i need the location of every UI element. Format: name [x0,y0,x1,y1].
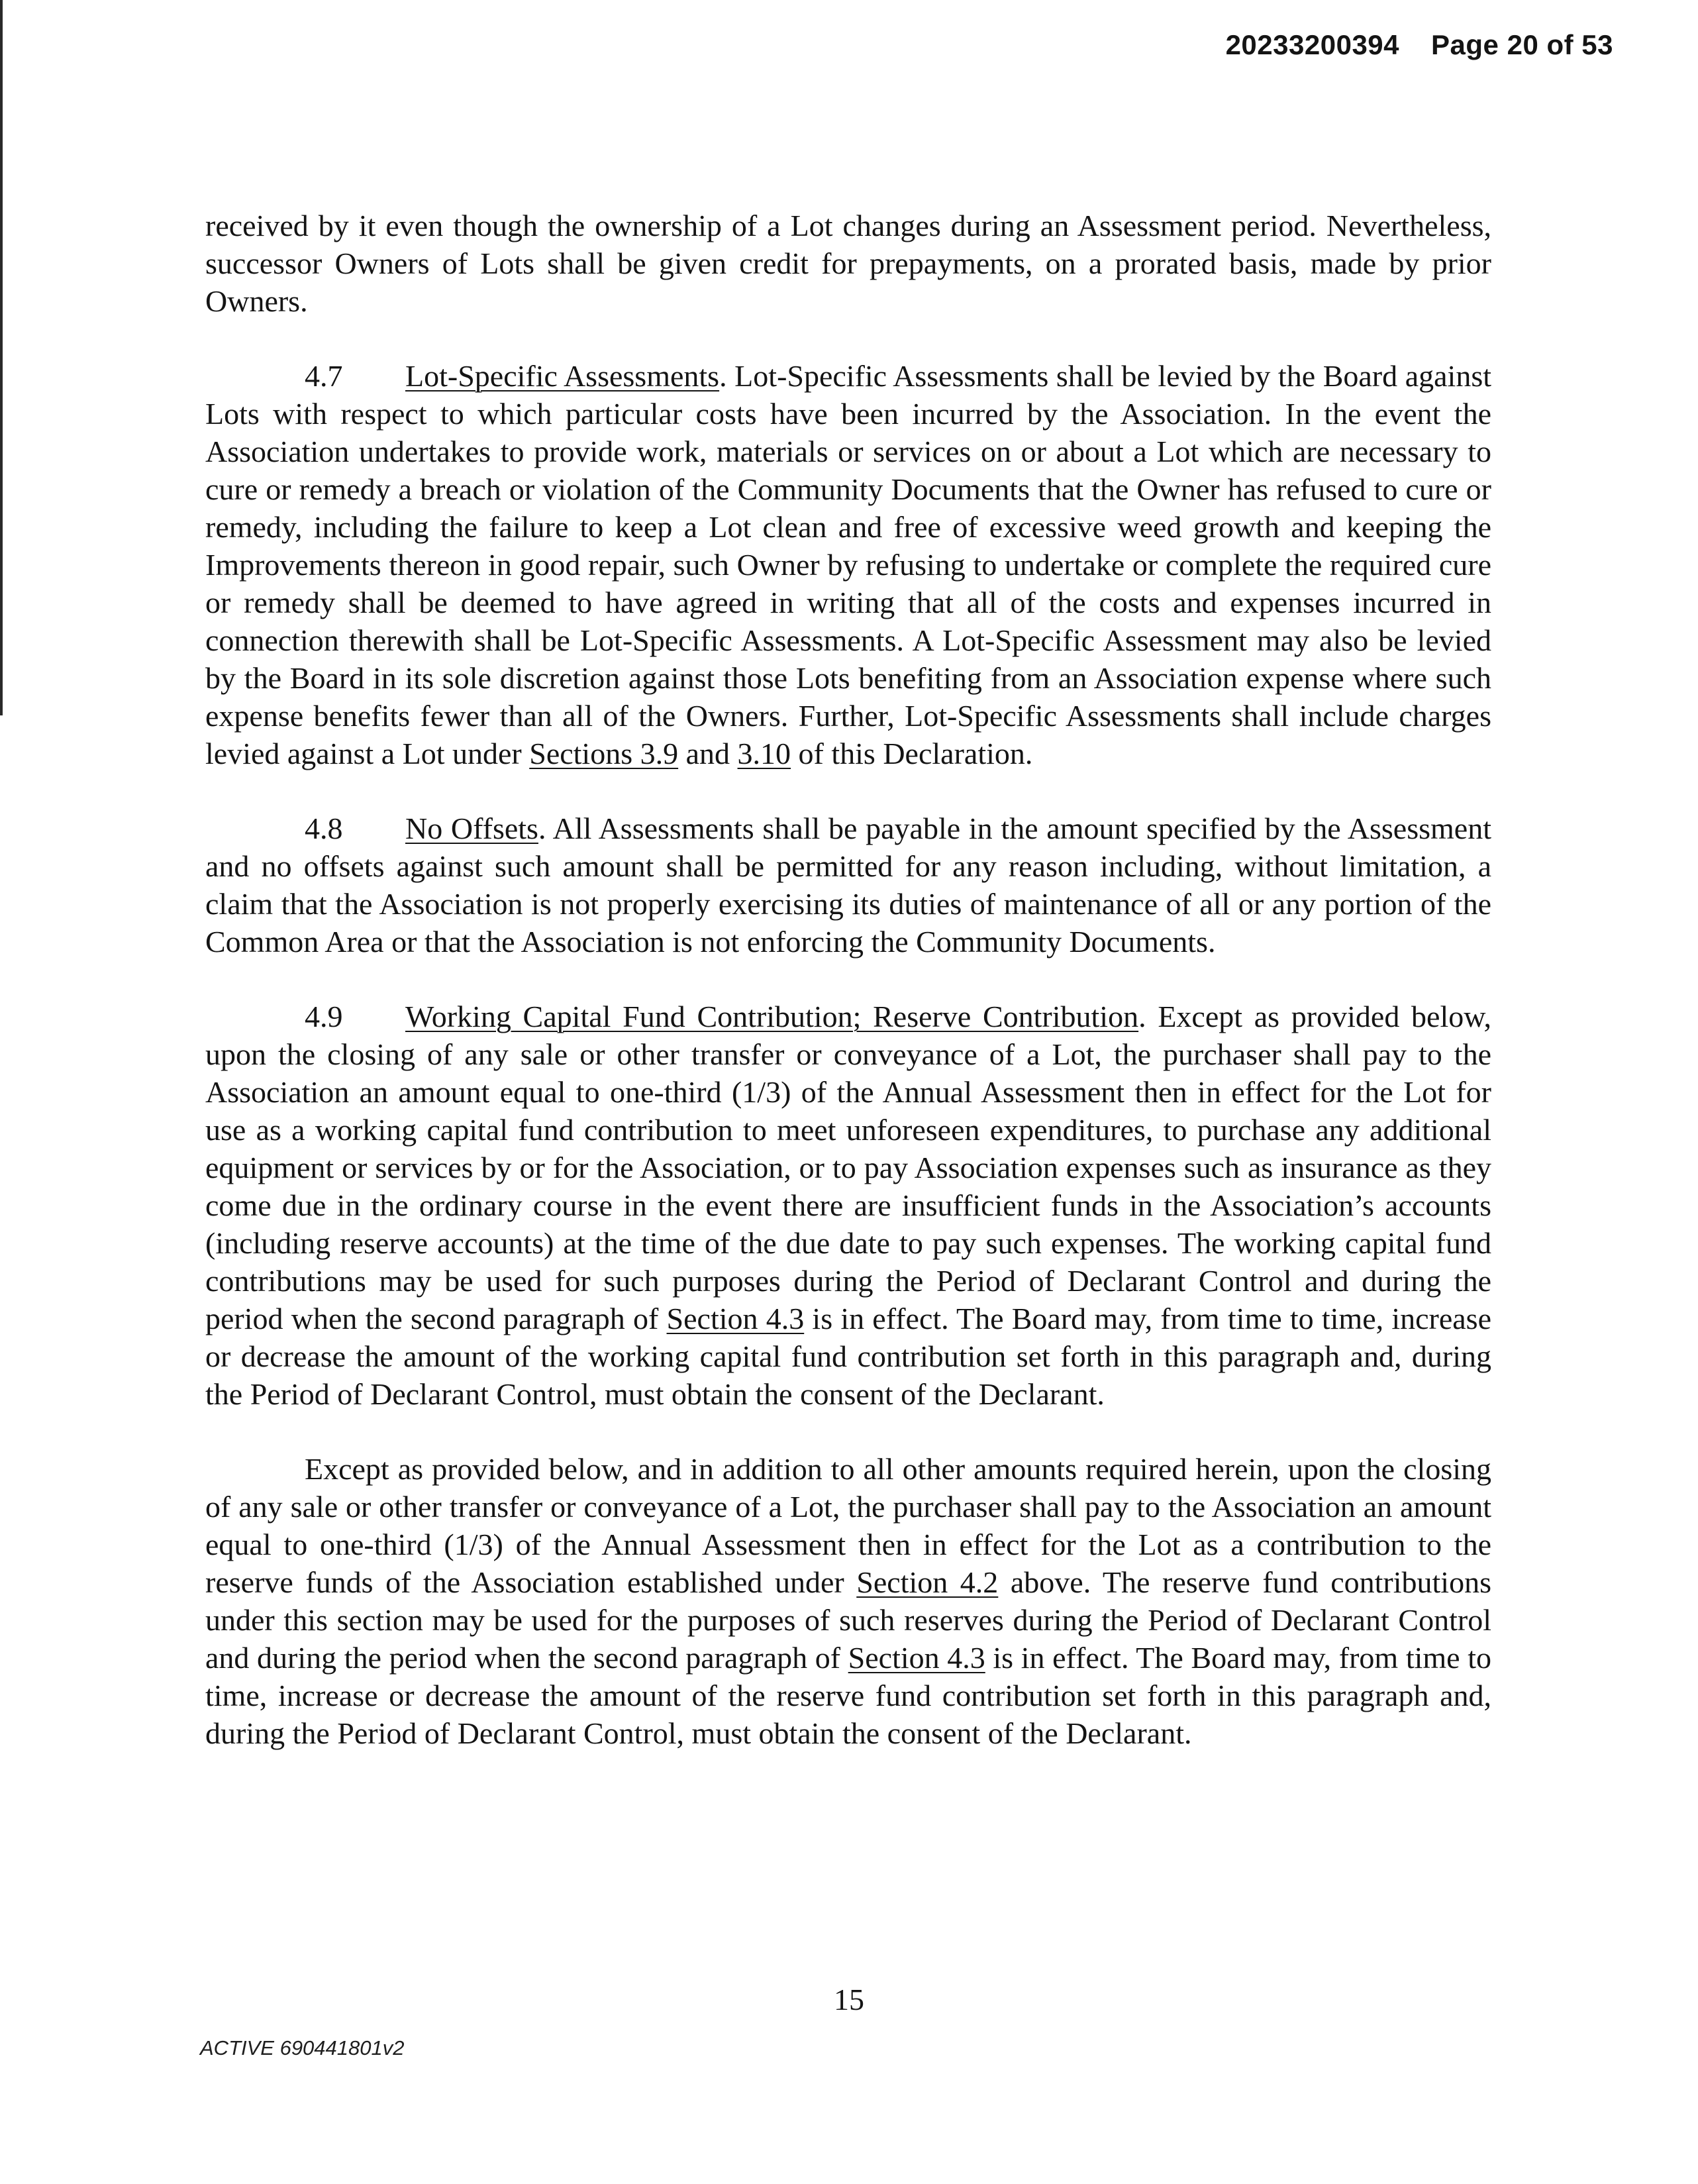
paragraph-text: is in effect. The Board may, from time to time, increase or decrease the amount of the reserve fund contribution set forth in this paragraph and, during the Period of Declarant Control, must obtain the consent of the Declarant. [205,1641,1491,1750]
section-number: 4.7 [305,359,343,393]
document-id: ACTIVE 690441801v2 [200,2036,405,2059]
section-reference: Sections 3.9 [529,737,679,770]
document-body [205,207,1491,1789]
section-text: . All Assessments shall be payable in the amount specified by the Assessment and no offsets against such amount shall be permitted for any reason including, without limitation, a claim that the Association is not properly exercising its duties of maintenance of all or any portion of the Common Area or that the Association is not enforcing the Community Documents. [205,811,1491,959]
scan-left-edge [0,0,3,715]
paragraph-text: received by it even though the ownership of a Lot changes during an Assessment period. Nevertheless, successor Owners of Lots shall be given credit for prepayments, on a prorated basis, made by prior Owners. [205,209,1491,318]
section-reference: 3.10 [737,737,791,770]
page-label: Page 20 of 53 [1431,29,1613,60]
section-number: 4.8 [305,811,343,845]
section-text: of this Declaration. [791,737,1033,770]
section-heading: No Offsets [405,811,538,845]
section-heading: Lot-Specific Assessments [405,359,720,393]
section-text: . Lot-Specific Assessments shall be levied by the Board against Lots with respect to which particular costs have been incurred by the Association. In the event the Association undertakes to provide work, materials or services on or about a Lot which are necessary to cure or remedy a breach or violation of the Community Documents that the Owner has refused to cure or remedy, including the failure to keep a Lot clean and free of excessive weed growth and keeping the Improvements thereon in good repair, such Owner by refusing to undertake or complete the required cure or remedy shall be deemed to have agreed in writing that all of the costs and expenses incurred in connection therewith shall be Lot-Specific Assessments. A Lot-Specific Assessment may also be levied by the Board in its sole discretion against those Lots benefiting from an Association expense where such expense benefits fewer than all of the Owners. Further, Lot-Specific Assessments shall include charges levied against a Lot under [205,359,1492,770]
paragraph-text: Except as provided below, and in addition to all other amounts required herein, upon the closing of any sale or other transfer or conveyance of a Lot, the purchaser shall pay to the Association an amount equal to one-third (1/3) of the Annual Assessment then in effect for the Lot as a contribution to the reserve funds of the Association established under [205,1452,1491,1599]
section-4-8 [205,809,1491,961]
section-text: is in effect. The Board may, from time to time, increase or decrease the amount of the working capital fund contribution set forth in this paragraph and, during the Period of Declarant Control, must obtain the consent of the Declarant. [205,1302,1491,1411]
reserve-contribution-paragraph [205,1450,1491,1752]
page-number: 15 [834,1983,864,2016]
section-reference: Section 4.3 [666,1302,805,1335]
document-number: 20233200394 [1225,29,1400,60]
paragraph-continuation [205,207,1491,320]
section-4-9 [205,998,1491,1413]
section-reference: Section 4.3 [848,1641,985,1675]
section-text: and [678,737,738,770]
section-text: . Except as provided below, upon the closing of any sale or other transfer or conveyance of a Lot, the purchaser shall pay to the Association an amount equal to one-third (1/3) of the Annual Assessment then in effect for the Lot for use as a working capital fund contribution to meet unforeseen expenditures, to purchase any additional equipment or services by or for the Association, or to pay Association expenses such as insurance as they come due in the ordinary course in the event there are insufficient funds in the Association’s accounts (including reserve accounts) at the time of the due date to pay such expenses. The working capital fund contributions may be used for such purposes during the Period of Declarant Control and during the period when the second paragraph of [205,1000,1491,1335]
section-heading: Working Capital Fund Contribution; Reserve Contribution [405,1000,1139,1033]
section-number: 4.9 [305,1000,343,1033]
section-reference: Section 4.2 [856,1565,999,1599]
paragraph-text: above. The reserve fund contributions under this section may be used for the purposes of such reserves during the Period of Declarant Control and during the period when the second paragraph of [205,1565,1491,1675]
section-4-7 [205,357,1491,772]
page-header [1226,29,1613,61]
